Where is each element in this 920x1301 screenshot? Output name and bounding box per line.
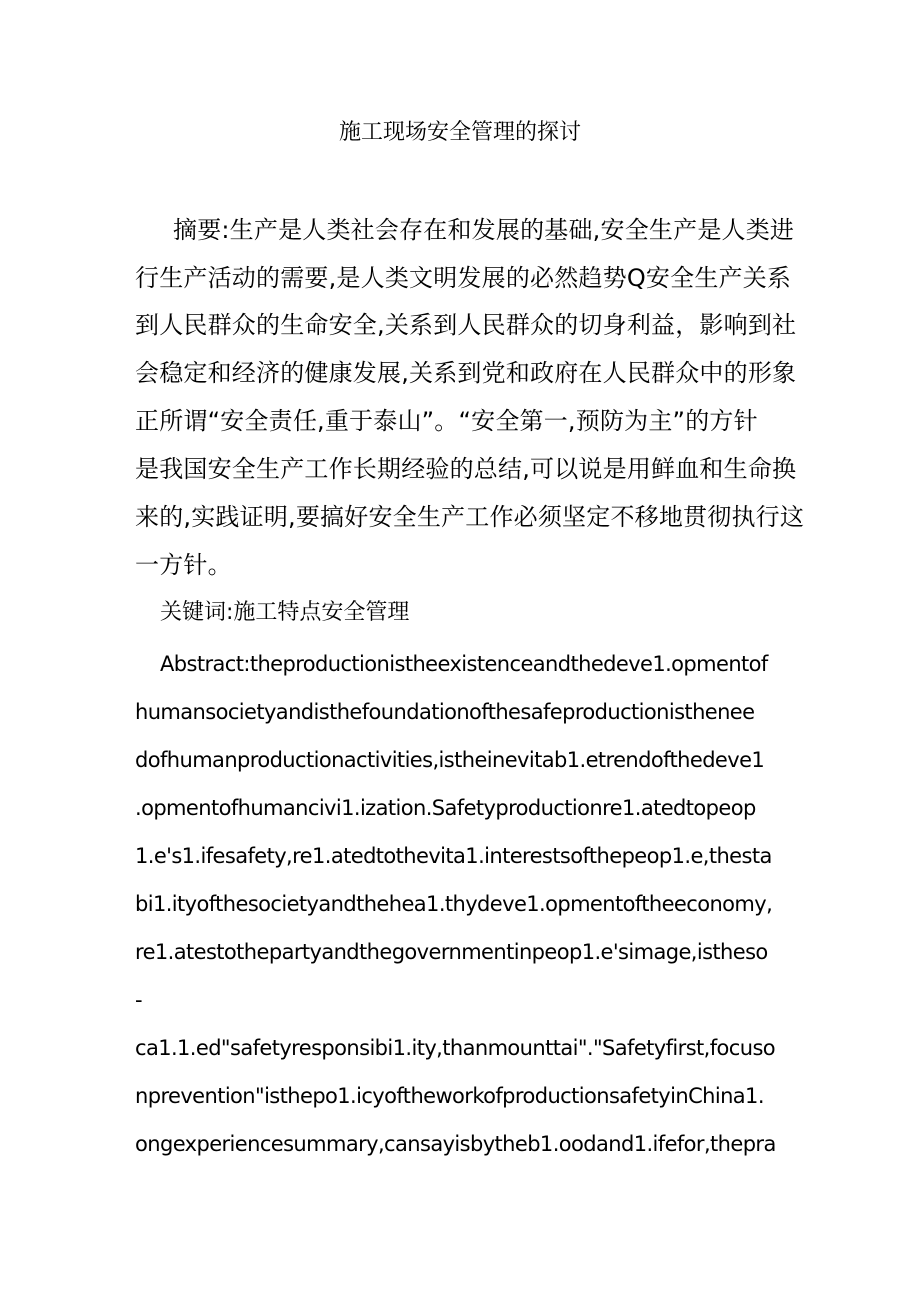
abstract-en-line: dofhumanproductionactivities,istheinevitab1.etrendofthedeve1 bbox=[135, 748, 765, 772]
abstract-en-line: .opmentofhumancivi1.ization.Safetyproductionre1.atedtopeop bbox=[135, 796, 756, 820]
abstract-cn-line: 一方针。 bbox=[135, 551, 232, 579]
abstract-cn-line: 行生产活动的需要,是人类文明发展的必然趋势Q安全生产关系 bbox=[135, 264, 792, 292]
abstract-en-line: re1.atestothepartyandthegovernmentinpeop1.e'simage,istheso bbox=[135, 940, 768, 964]
document-title: 施工现场安全管理的探讨 bbox=[338, 120, 581, 145]
abstract-cn-line: 到人民群众的生命安全,关系到人民群众的切身利益，影响到社 bbox=[135, 311, 797, 339]
abstract-cn-line: 来的,实践证明,要搞好安全生产工作必须坚定不移地贯彻执行这 bbox=[135, 503, 805, 531]
abstract-cn-line: 是我国安全生产工作长期经验的总结,可以说是用鲜血和生命换 bbox=[135, 455, 797, 483]
keywords-line: 关键词:施工特点安全管理 bbox=[160, 600, 410, 625]
abstract-en-line: 1.e's1.ifesafety,re1.atedtothevita1.interestsofthepeop1.e,thesta bbox=[135, 844, 772, 868]
abstract-en-line: nprevention"isthepo1.icyoftheworkofproductionsafetyinChina1. bbox=[135, 1084, 764, 1108]
abstract-en-line: Abstract:theproductionistheexistenceandthedeve1.opmentof bbox=[160, 652, 768, 676]
abstract-en-line: ongexperiencesummary,cansayisbytheb1.oodand1.ifefor,thepra bbox=[135, 1132, 776, 1156]
abstract-en-line: ca1.1.ed"safetyresponsibi1.ity,thanmounttai"."Safetyfirst,focuso bbox=[135, 1036, 776, 1060]
abstract-en-line: bi1.ityofthesocietyandthehea1.thydeve1.opmentoftheeconomy, bbox=[135, 892, 773, 916]
abstract-cn-line: 会稳定和经济的健康发展,关系到党和政府在人民群众中的形象 bbox=[135, 359, 797, 387]
abstract-cn-line: 摘要:生产是人类社会存在和发展的基础,安全生产是人类进 bbox=[173, 216, 795, 244]
abstract-en-line: - bbox=[135, 988, 142, 1012]
abstract-cn-line: 正所谓“安全责任,重于泰山”。“安全第一,预防为主”的方针 bbox=[135, 407, 758, 435]
abstract-en-line: humansocietyandisthefoundationofthesafeproductionistheneе bbox=[135, 700, 755, 724]
